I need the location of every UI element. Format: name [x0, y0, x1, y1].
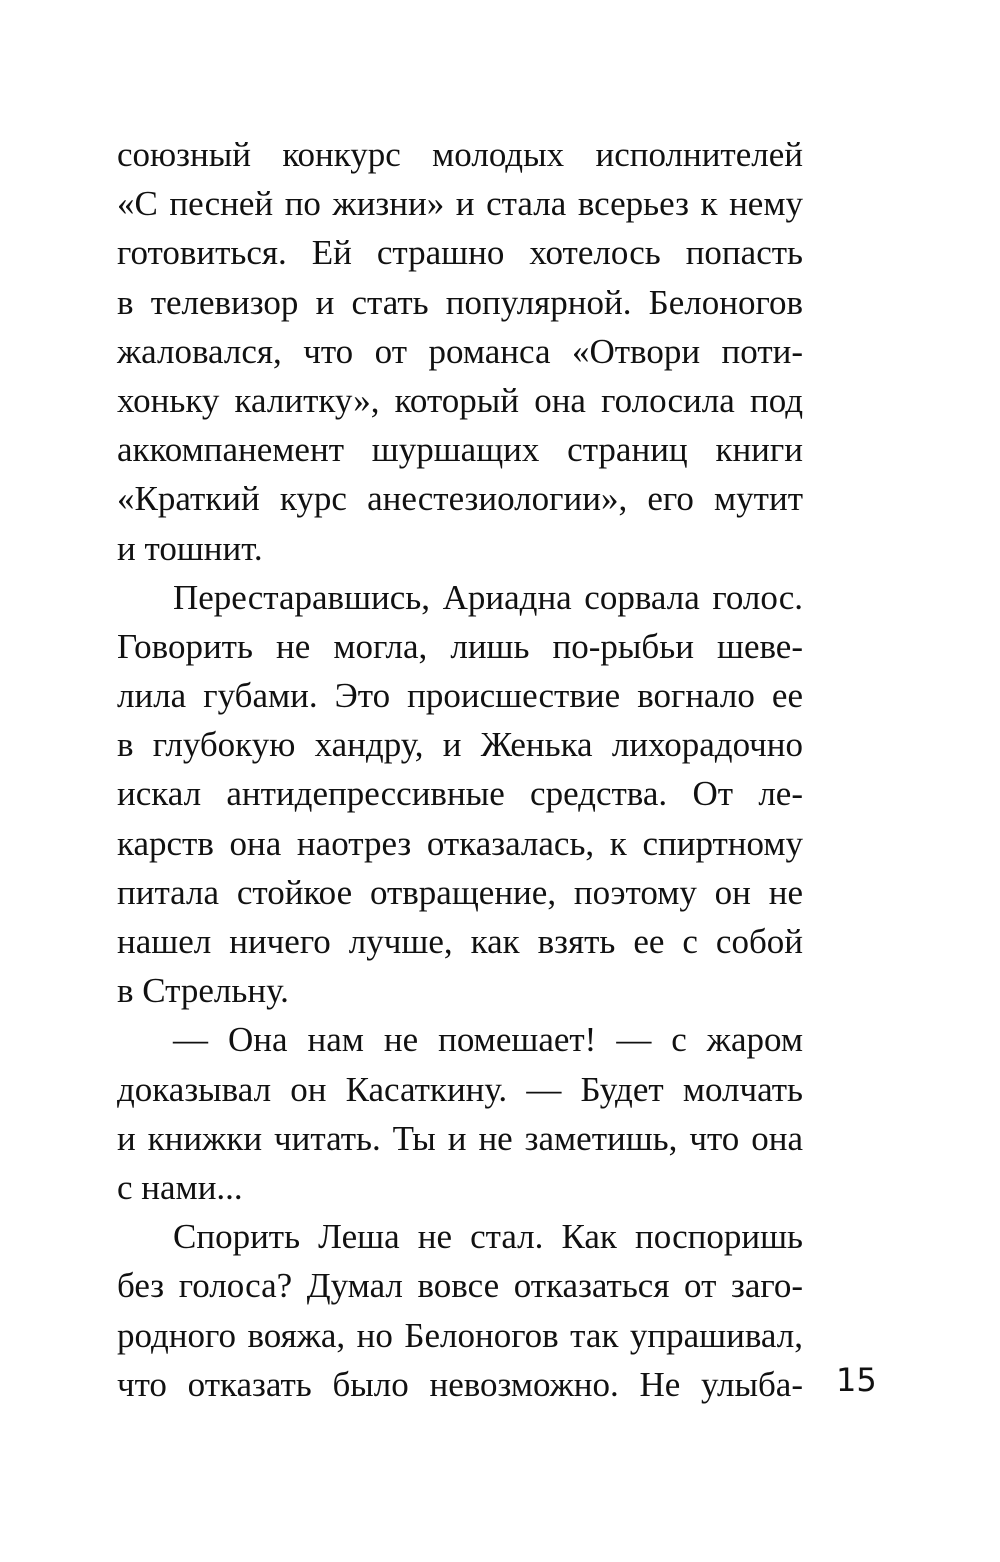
text-line: с нами...: [117, 1167, 243, 1207]
text-line: готовиться. Ей страшно хотелось попасть: [117, 233, 803, 273]
text-line: жаловался, что от романса «Отвори поти-: [117, 331, 803, 371]
text-line: родного вояжа, но Белоногов так упрашивал,: [117, 1315, 803, 1355]
text-line: без голоса? Думал вовсе отказаться от заго-: [117, 1266, 803, 1306]
page-number: 15: [836, 1361, 877, 1399]
text-line: в телевизор и стать популярной. Белоногов: [117, 282, 803, 322]
text-line: Спорить Леша не стал. Как поспоришь: [173, 1217, 803, 1257]
text-line: и тошнит.: [117, 528, 263, 568]
text-line: Говорить не могла, лишь по-рыбьи шеве-: [117, 626, 803, 666]
text-line: питала стойкое отвращение, поэтому он не: [117, 872, 803, 912]
text-line: карств она наотрез отказалась, к спиртному: [117, 823, 803, 863]
text-line: лила губами. Это происшествие вогнало ее: [117, 676, 803, 716]
text-line: искал антидепрессивные средства. От ле-: [117, 774, 803, 814]
text-line: — Она нам не помешает! — с жаром: [173, 1020, 803, 1060]
text-line: доказывал он Касаткину. — Будет молчать: [117, 1069, 803, 1109]
text-line: в глубокую хандру, и Женька лихорадочно: [117, 725, 803, 765]
text-line: нашел ничего лучше, как взять ее с собой: [117, 922, 803, 961]
text-line: «Краткий курс анестезиологии», его мутит: [117, 479, 803, 519]
text-line: аккомпанемент шуршащих страниц книги: [117, 430, 803, 470]
text-line: «С песней по жизни» и стала всерьез к нему: [117, 184, 803, 224]
text-line: и книжки читать. Ты и не заметишь, что она: [117, 1118, 803, 1158]
text-line: хоньку калитку», который она голосила под: [117, 380, 803, 420]
text-line: союзный конкурс молодых исполнителей: [117, 135, 803, 174]
body-text: [117, 130, 803, 1409]
text-line: в Стрельну.: [117, 971, 289, 1011]
text-line: Перестаравшись, Ариадна сорвала голос.: [173, 577, 803, 617]
text-line: что отказать было невозможно. Не улыба-: [117, 1364, 803, 1404]
